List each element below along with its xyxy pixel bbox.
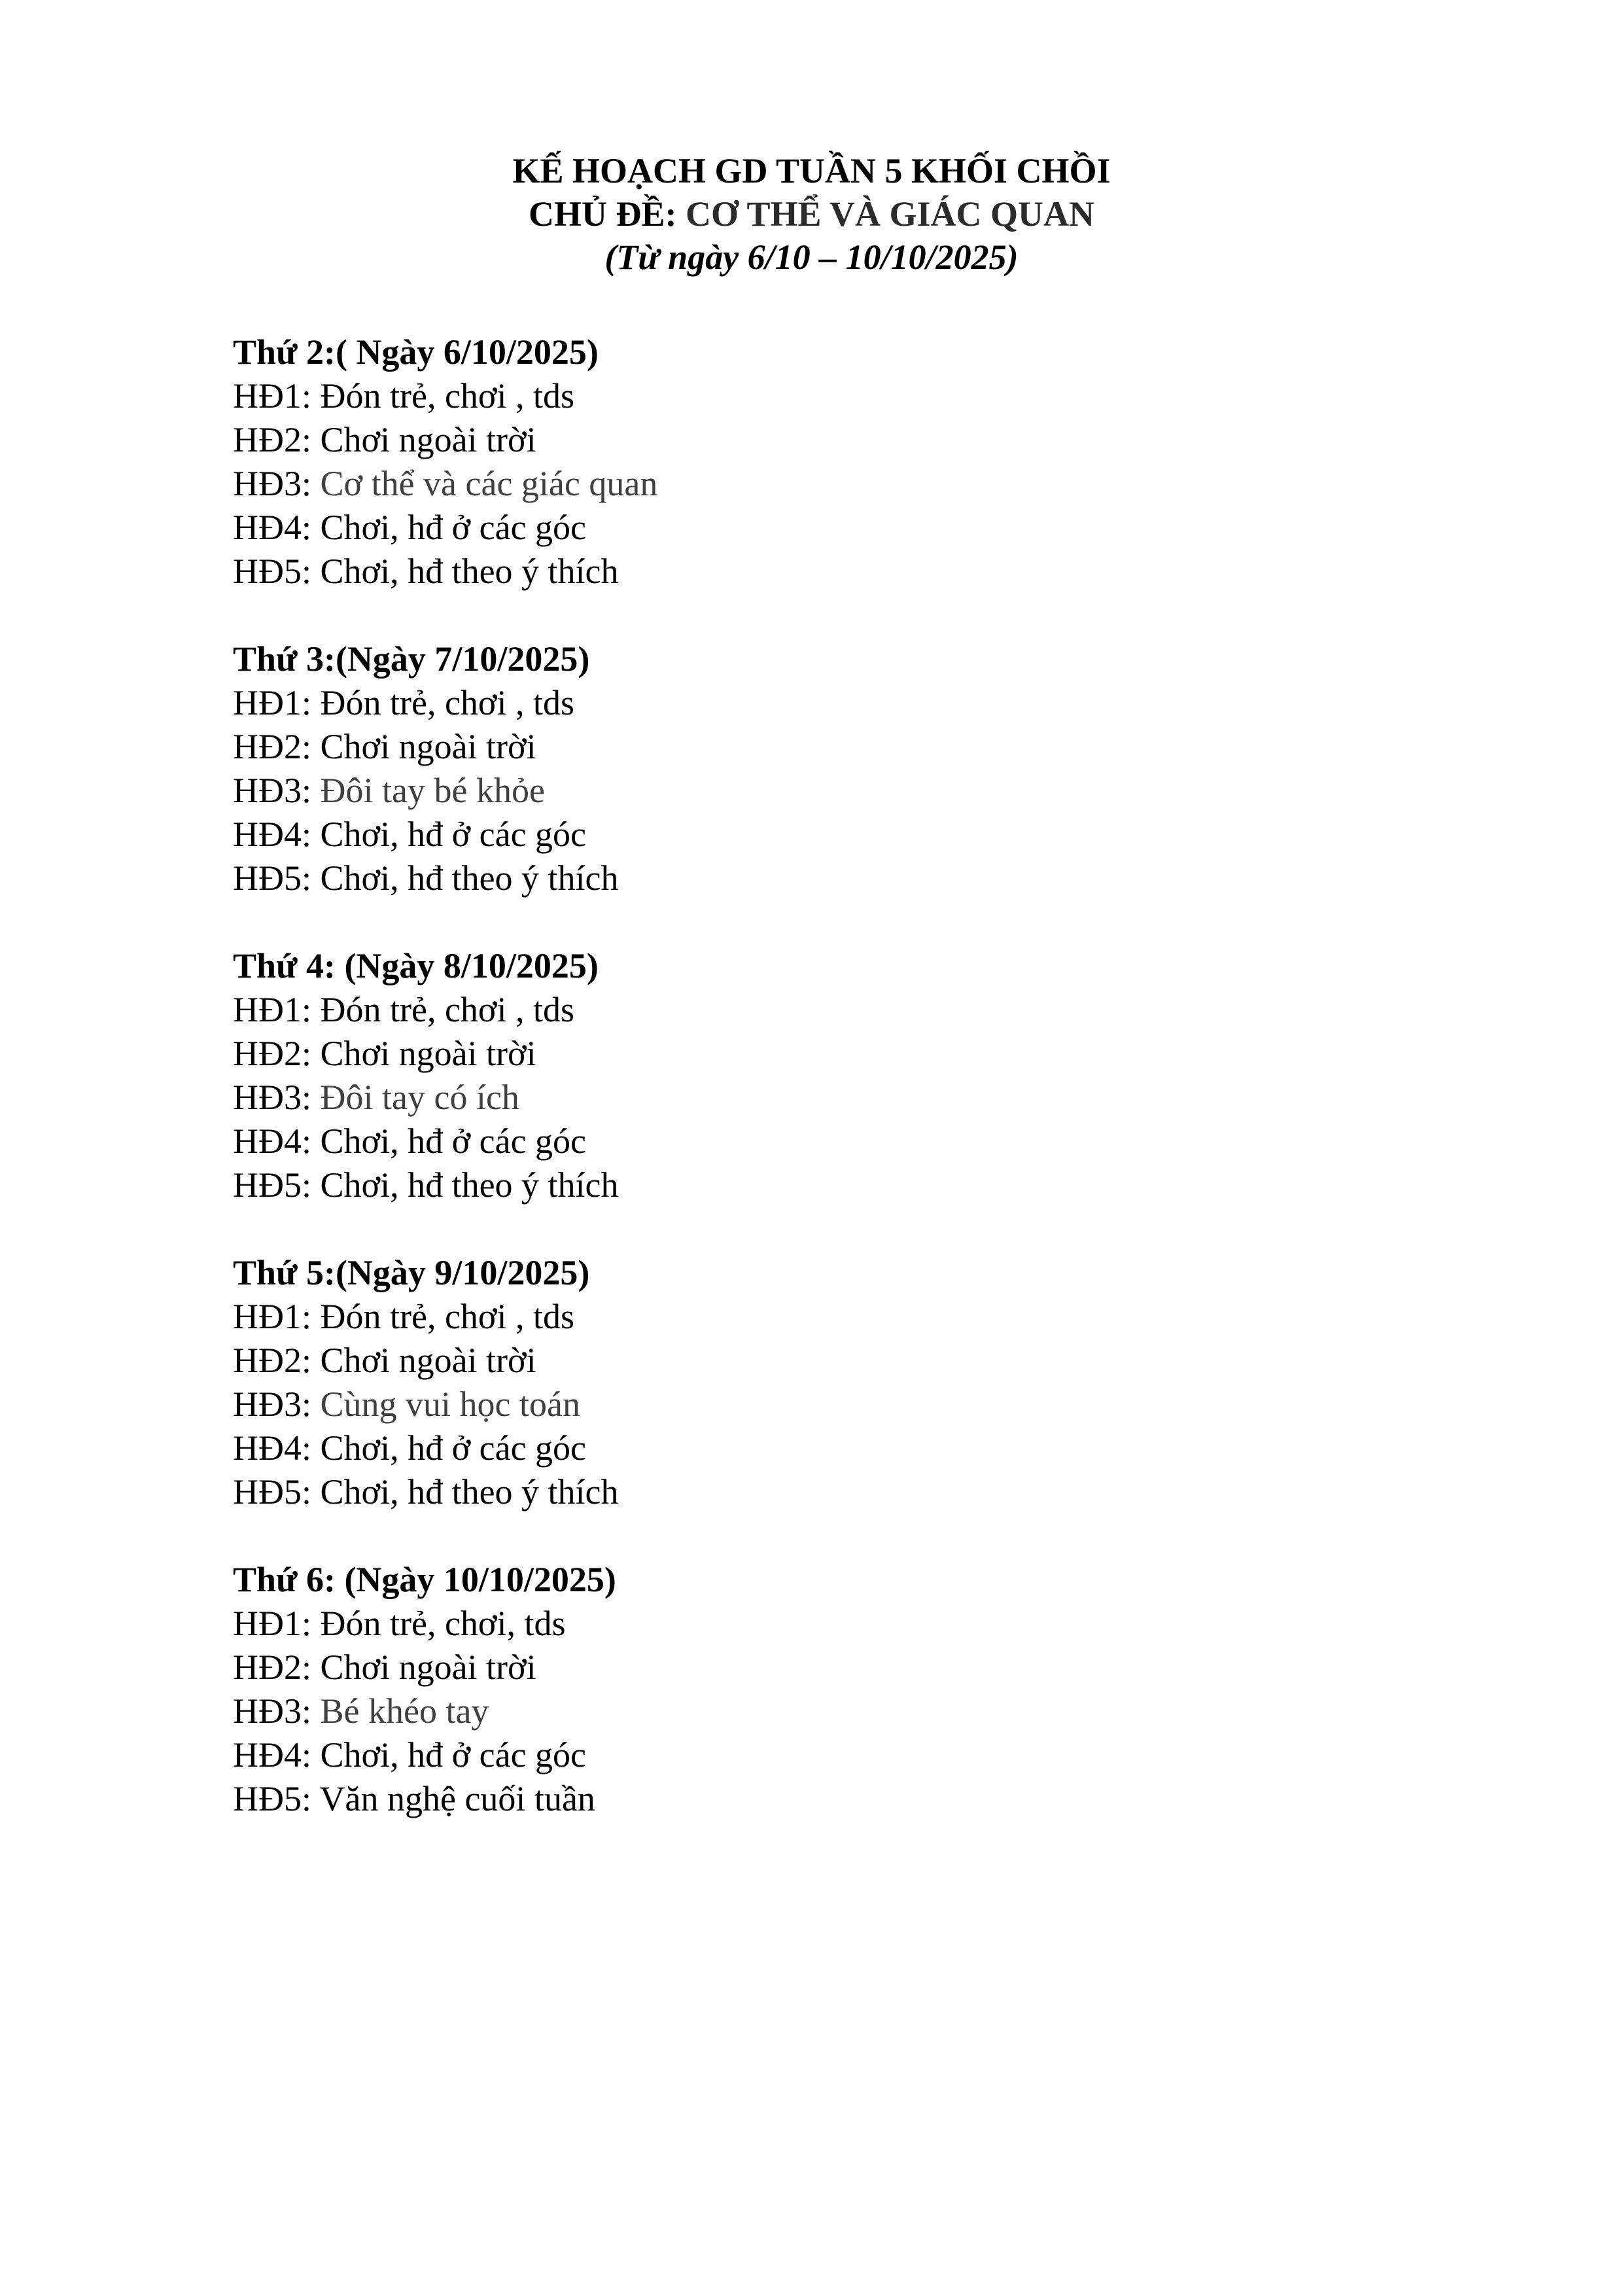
- activity-row: [233, 462, 1410, 506]
- activity-code: HĐ1:: [233, 683, 311, 722]
- day-block: [233, 944, 1410, 1207]
- activity-code: HĐ3:: [233, 1078, 311, 1117]
- activity-text: Chơi, hđ ở các góc: [320, 1122, 587, 1161]
- activity-text: Chơi, hđ theo ý thích: [320, 552, 619, 591]
- activity-code: HĐ5:: [233, 1472, 311, 1511]
- activity-code: HĐ3:: [233, 1691, 311, 1731]
- day-title: Thứ 2:( Ngày 6/10/2025): [233, 332, 599, 372]
- activity-row: [233, 988, 1410, 1032]
- activity-row: [233, 1383, 1410, 1426]
- activity-text: Đôi tay có ích: [320, 1078, 519, 1117]
- activity-text: Cơ thể và các giác quan: [320, 464, 658, 503]
- day-title: Thứ 6: (Ngày 10/10/2025): [233, 1560, 616, 1599]
- activity-row: [233, 1470, 1410, 1514]
- activity-code: HĐ3:: [233, 1385, 311, 1424]
- activity-row: [233, 1032, 1410, 1076]
- activity-code: HĐ2:: [233, 727, 311, 766]
- activity-text: Văn nghệ cuối tuần: [319, 1779, 595, 1818]
- activity-code: HĐ5:: [233, 552, 311, 591]
- activity-text: Chơi, hđ theo ý thích: [320, 1165, 619, 1205]
- activity-text: Cùng vui học toán: [320, 1385, 580, 1424]
- activity-text: Đôi tay bé khỏe: [320, 771, 545, 810]
- day-block: [233, 330, 1410, 593]
- activity-text: Chơi ngoài trời: [320, 727, 536, 766]
- activity-text: Chơi, hđ theo ý thích: [320, 858, 619, 898]
- day-title: Thứ 4: (Ngày 8/10/2025): [233, 946, 599, 985]
- activity-text: Chơi ngoài trời: [320, 1648, 536, 1687]
- day-block: [233, 637, 1410, 900]
- date-range: (Từ ngày 6/10 – 10/10/2025): [604, 238, 1019, 277]
- activity-code: HĐ3:: [233, 464, 311, 503]
- activity-row: [233, 374, 1410, 418]
- activity-code: HĐ3:: [233, 771, 311, 810]
- activity-row: [233, 418, 1410, 462]
- activity-row: [233, 1689, 1410, 1733]
- activity-code: HĐ5:: [233, 858, 311, 898]
- activity-code: HĐ1:: [233, 1604, 311, 1643]
- activity-row: [233, 681, 1410, 725]
- day-block: [233, 1558, 1410, 1821]
- activity-row: [233, 1646, 1410, 1689]
- activity-text: Chơi, hđ ở các góc: [320, 1428, 587, 1468]
- activity-code: HĐ5:: [233, 1165, 311, 1205]
- activity-row: [233, 1339, 1410, 1383]
- activity-row: [233, 769, 1410, 813]
- activity-code: HĐ4:: [233, 1428, 311, 1468]
- document-title: KẾ HOẠCH GD TUẦN 5 KHỐI CHỒI: [512, 151, 1111, 190]
- document-header: [0, 149, 1623, 279]
- day-title: Thứ 3:(Ngày 7/10/2025): [233, 639, 590, 679]
- activity-row: [233, 1777, 1410, 1821]
- activity-row: [233, 550, 1410, 593]
- activity-text: Chơi, hđ ở các góc: [320, 815, 587, 854]
- activity-row: [233, 1120, 1410, 1163]
- activity-text: Đón trẻ, chơi, tds: [320, 1604, 566, 1643]
- activity-row: [233, 725, 1410, 769]
- activity-row: [233, 1733, 1410, 1777]
- activity-text: Chơi, hđ ở các góc: [320, 1735, 587, 1775]
- activity-text: Đón trẻ, chơi , tds: [320, 990, 574, 1029]
- theme-prefix: CHỦ ĐỀ:: [528, 194, 677, 234]
- activity-text: Chơi ngoài trời: [320, 1341, 536, 1380]
- activity-text: Chơi, hđ theo ý thích: [320, 1472, 619, 1511]
- theme-name: CƠ THỂ VÀ GIÁC QUAN: [685, 194, 1095, 234]
- activity-text: Chơi ngoài trời: [320, 420, 536, 459]
- activity-code: HĐ4:: [233, 815, 311, 854]
- activity-text: Đón trẻ, chơi , tds: [320, 1297, 574, 1336]
- activity-code: HĐ1:: [233, 1297, 311, 1336]
- activity-text: Đón trẻ, chơi , tds: [320, 376, 574, 415]
- day-block: [233, 1251, 1410, 1514]
- activity-code: HĐ2:: [233, 1341, 311, 1380]
- activity-text: Đón trẻ, chơi , tds: [320, 683, 574, 722]
- activity-code: HĐ2:: [233, 1034, 311, 1073]
- theme-line: [0, 192, 1623, 236]
- activity-code: HĐ5:: [233, 1779, 311, 1818]
- activity-row: [233, 1076, 1410, 1120]
- activity-code: HĐ1:: [233, 376, 311, 415]
- activity-row: [233, 1426, 1410, 1470]
- day-title: Thứ 5:(Ngày 9/10/2025): [233, 1253, 590, 1292]
- activity-text: Bé khéo tay: [320, 1691, 489, 1731]
- activity-code: HĐ1:: [233, 990, 311, 1029]
- activity-code: HĐ2:: [233, 1648, 311, 1687]
- day-schedule-list: [233, 330, 1410, 1865]
- activity-code: HĐ4:: [233, 1735, 311, 1775]
- activity-row: [233, 1163, 1410, 1207]
- activity-code: HĐ4:: [233, 508, 311, 547]
- activity-code: HĐ2:: [233, 420, 311, 459]
- activity-row: [233, 813, 1410, 857]
- activity-text: Chơi ngoài trời: [320, 1034, 536, 1073]
- activity-text: Chơi, hđ ở các góc: [320, 508, 587, 547]
- activity-row: [233, 1602, 1410, 1646]
- activity-row: [233, 1295, 1410, 1339]
- activity-row: [233, 506, 1410, 550]
- activity-code: HĐ4:: [233, 1122, 311, 1161]
- activity-row: [233, 857, 1410, 900]
